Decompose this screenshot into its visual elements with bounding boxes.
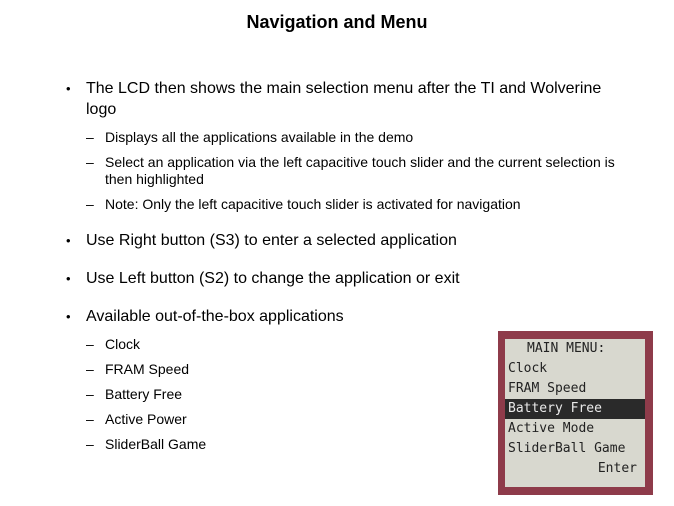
bullet-lcd-menu: • The LCD then shows the main selection menu after the TI and Wolverine logo — [66, 78, 626, 120]
bullet-left-button: • Use Left button (S2) to change the application or exit — [66, 268, 626, 289]
lcd-menu-item-selected: Battery Free — [505, 399, 645, 419]
app-list-item: – Clock — [66, 336, 626, 353]
app-list-item: – FRAM Speed — [66, 361, 626, 378]
lcd-menu-item: SliderBall Game — [508, 441, 626, 456]
app-list-item: – Active Power — [66, 411, 626, 428]
lcd-photo — [498, 331, 653, 495]
lcd-menu-title: MAIN MENU: — [527, 341, 606, 356]
lcd-screen — [505, 339, 645, 487]
lcd-menu-item: Clock — [508, 361, 548, 376]
sub-bullet: – Select an application via the left capacitive touch slider and the current selection is then highlighted — [66, 154, 626, 188]
bullet-group-left-button — [66, 268, 626, 289]
slide-title: Navigation and Menu — [246, 12, 428, 32]
bullet-group-right-button — [66, 230, 626, 251]
sub-bullet: – Displays all the applications available in the demo — [66, 129, 626, 146]
bullet-applications: • Available out-of-the-box applications — [66, 306, 626, 327]
app-list-item: – SliderBall Game — [66, 436, 626, 453]
bullet-group-lcd-menu — [66, 78, 626, 213]
bullet-right-button: • Use Right button (S3) to enter a selected application — [66, 230, 626, 251]
lcd-menu-item: Active Mode — [508, 421, 595, 436]
lcd-menu-item: FRAM Speed — [508, 381, 587, 396]
app-list-item: – Battery Free — [66, 386, 626, 403]
lcd-enter-label: Enter — [597, 461, 637, 476]
sub-bullet: – Note: Only the left capacitive touch slider is activated for navigation — [66, 196, 626, 213]
